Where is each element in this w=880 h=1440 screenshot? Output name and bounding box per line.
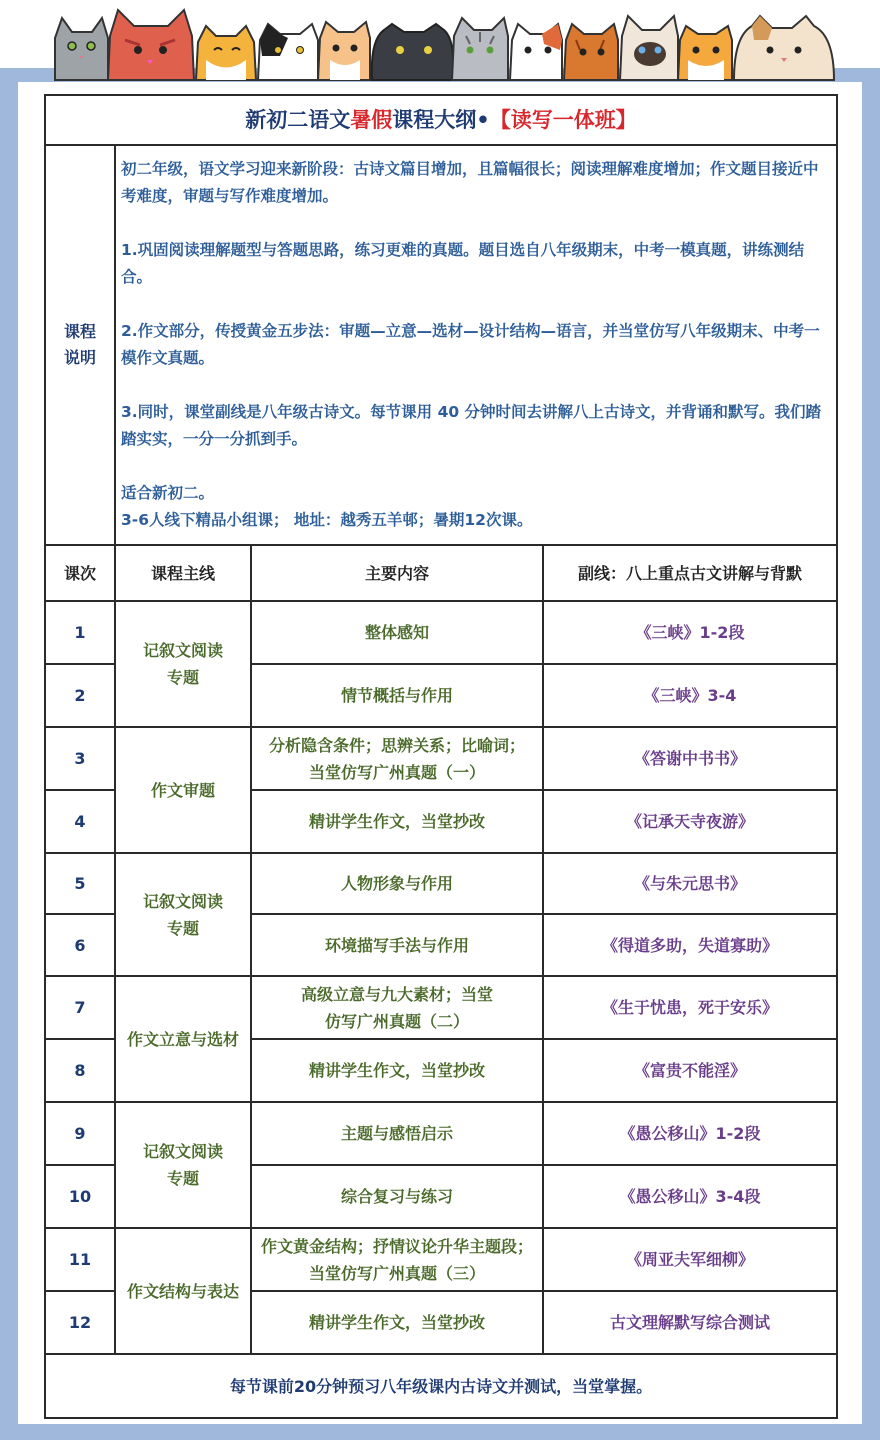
- lesson-side-line: 《愚公移山》1-2段: [543, 1102, 837, 1165]
- lesson-content-text: 作文黄金结构；抒情议论升华主题段；当堂仿写广州真题（三）: [261, 1236, 534, 1283]
- main-line-group: [115, 727, 251, 853]
- lesson-side-line: 《愚公移山》3-4段: [543, 1165, 837, 1228]
- title-part1: 新初二语文: [245, 107, 351, 132]
- header-main-line: 课程主线: [115, 545, 251, 601]
- title-class-name: 【读写一体班】: [489, 107, 637, 132]
- lesson-content: 综合复习与练习: [251, 1165, 543, 1228]
- lesson-side-line: 《与朱元思书》: [543, 853, 837, 914]
- lesson-number: 4: [45, 790, 115, 853]
- cat-icon: [108, 10, 194, 80]
- lesson-number: 5: [45, 853, 115, 914]
- lesson-content: 精讲学生作文，当堂抄改: [251, 790, 543, 853]
- lesson-side-line: 《周亚夫军细柳》: [543, 1228, 837, 1291]
- cat-icon: [372, 24, 453, 80]
- lesson-number: 3: [45, 727, 115, 790]
- lesson-number: 2: [45, 664, 115, 727]
- description-details: 3-6人线下精品小组课； 地址：越秀五羊邨；暑期12次课。: [121, 511, 533, 529]
- cat-icon: [620, 16, 678, 80]
- lesson-content: 情节概括与作用: [251, 664, 543, 727]
- lesson-content: 主题与感悟启示: [251, 1102, 543, 1165]
- lesson-side-line: 《富贵不能淫》: [543, 1039, 837, 1102]
- cat-banner-illustration: [0, 0, 880, 82]
- description-point-3: 3.同时，课堂副线是八年级古诗文。每节课用 40 分钟时间去讲解八上古诗文，并背诵和默写。我们踏踏实实，一分一分抓到手。: [121, 403, 822, 448]
- lesson-content: [251, 976, 543, 1039]
- lesson-content-text: 分析隐含条件；思辨关系；比喻词；当堂仿写广州真题（一）: [269, 735, 526, 782]
- lesson-content: 整体感知: [251, 601, 543, 664]
- main-line-label: 记叙文阅读专题: [142, 1142, 223, 1188]
- cat-icon: [258, 24, 318, 80]
- cat-icon: [678, 26, 732, 80]
- description-point-1: 1.巩固阅读理解题型与答题思路，练习更难的真题。题目选自八年级期末，中考一模真题，讲练测结合。: [121, 241, 805, 286]
- lesson-side-line: 《答谢中书书》: [543, 727, 837, 790]
- title-highlight: 暑假: [350, 107, 393, 132]
- main-line-group: [115, 601, 251, 727]
- header-lesson: 课次: [45, 545, 115, 601]
- cat-icon: [55, 18, 108, 80]
- lesson-number: 10: [45, 1165, 115, 1228]
- description-label-text: 课程说明: [63, 322, 96, 367]
- lesson-content: 人物形象与作用: [251, 853, 543, 914]
- lesson-side-line: 《得道多助，失道寡助》: [543, 914, 837, 976]
- lesson-number: 6: [45, 914, 115, 976]
- main-line-label: 作文审题: [150, 780, 215, 800]
- cat-icon: [510, 24, 562, 80]
- lesson-number: 7: [45, 976, 115, 1039]
- page-title: [45, 95, 837, 145]
- main-line-label: 记叙文阅读专题: [142, 891, 223, 938]
- cat-icon: [452, 18, 508, 80]
- cat-icon: [196, 26, 256, 80]
- lesson-number: 12: [45, 1291, 115, 1354]
- lesson-number: 1: [45, 601, 115, 664]
- cat-icon: [734, 16, 834, 80]
- main-line-label: 作文立意与选材: [126, 1029, 239, 1049]
- main-line-group: [115, 853, 251, 976]
- lesson-content: [251, 1228, 543, 1291]
- lesson-number: 11: [45, 1228, 115, 1291]
- cat-icon: [564, 24, 618, 80]
- course-outline-table: [44, 94, 838, 1419]
- lesson-side-line: 《生于忧患，死于安乐》: [543, 976, 837, 1039]
- lesson-content: 精讲学生作文，当堂抄改: [251, 1039, 543, 1102]
- lesson-side-line: 《记承天寺夜游》: [543, 790, 837, 853]
- description-point-2: 2.作文部分，传授黄金五步法：审题—立意—选材—设计结构—语言，并当堂仿写八年级期末、中考一模作文真题。: [121, 322, 820, 367]
- lesson-content: 环境描写手法与作用: [251, 914, 543, 976]
- header-side-line: 副线：八上重点古文讲解与背默: [543, 545, 837, 601]
- title-part2: 课程大纲•: [392, 107, 490, 132]
- header-content: 主要内容: [251, 545, 543, 601]
- main-line-label: 作文结构与表达: [126, 1281, 239, 1301]
- main-line-group: [115, 976, 251, 1102]
- lesson-side-line: 古文理解默写综合测试: [543, 1291, 837, 1354]
- description-intro: 初二年级，语文学习迎来新阶段：古诗文篇目增加，且篇幅很长；阅读理解难度增加；作文题目接近中考难度，审题与写作难度增加。: [121, 160, 819, 205]
- lesson-number: 8: [45, 1039, 115, 1102]
- lesson-side-line: 《三峡》1-2段: [543, 601, 837, 664]
- description-label: [45, 145, 115, 545]
- cat-icon: [318, 22, 370, 80]
- description-suitable: 适合新初二。: [121, 484, 215, 502]
- main-line-group: [115, 1102, 251, 1228]
- lesson-content-text: 高级立意与九大素材；当堂仿写广州真题（二）: [301, 984, 494, 1031]
- lesson-content: 精讲学生作文，当堂抄改: [251, 1291, 543, 1354]
- footer-note: 每节课前20分钟预习八年级课内古诗文并测试，当堂掌握。: [45, 1354, 837, 1418]
- lesson-content: [251, 727, 543, 790]
- lesson-side-line: 《三峡》3-4: [543, 664, 837, 727]
- main-line-label: 记叙文阅读专题: [142, 641, 223, 687]
- course-description: [115, 145, 837, 545]
- main-line-group: [115, 1228, 251, 1354]
- lesson-number: 9: [45, 1102, 115, 1165]
